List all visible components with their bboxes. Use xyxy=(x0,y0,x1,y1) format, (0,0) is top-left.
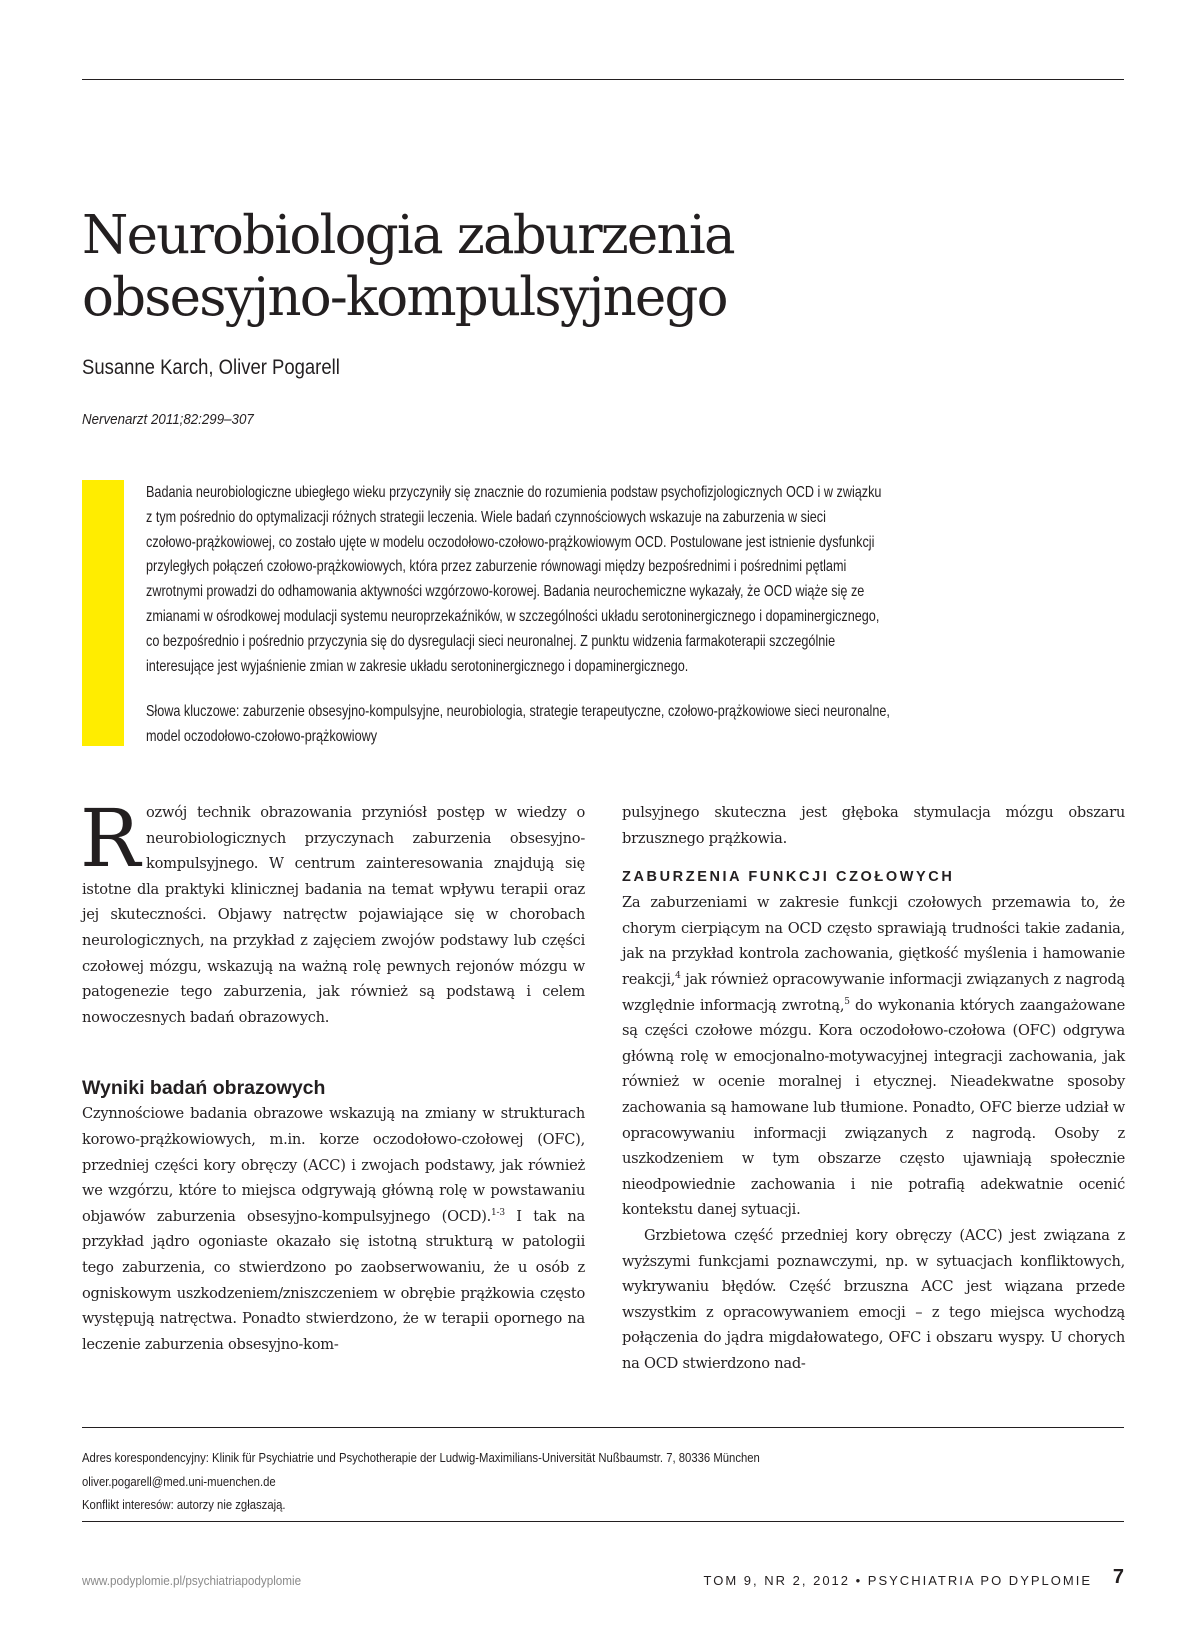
footer-url[interactable]: www.podyplomie.pl/psychiatriapodyplomie xyxy=(82,1573,302,1588)
intro-text: ozwój technik obrazowania przyniósł postęp w wiedzy o neurobiologicznych przyczynach zaburzenia obsesyjno-kompulsyjnego. W centrum zainteresowania znajdują się istotne dla praktyki klinicznej badania na temat wpływu terapii oraz jej skuteczności. Objawy natręctw pojawiające się w chorobach neurologicznych, na przykład z zajęciem zwojów podstawy lub części czołowej mózgu, wskazują na ważną rolę pewnych rejonów mózgu w patogenezie tego zaburzenia, jak również są podstawą i celem nowoczesnych badań obrazowych. xyxy=(82,804,585,1026)
keywords-label: Słowa kluczowe: xyxy=(146,703,240,721)
abstract-line: interesujące jest wyjaśnienie zmian w zakresie układu serotoninergicznego i dopaminergicznego. xyxy=(146,657,689,675)
abstract-line: z tym pośrednio do optymalizacji różnych strategii leczenia. Wiele badań czynnościowych wskazuje na zaburzenia w sieci xyxy=(146,508,826,526)
spacer xyxy=(82,1030,585,1075)
footer-journal: TOM 9, NR 2, 2012 • PSYCHIATRIA PO DYPLOMIE xyxy=(703,1573,1092,1588)
title-line-2: obsesyjno-kompulsyjnego xyxy=(82,267,727,328)
abstract-line: zwrotnymi prowadzi do odhamowania aktywności wzgórzowo-korowej. Badania neurochemiczne wykazały, że OCD wiąże się ze xyxy=(146,583,865,601)
section-frontal-text-b: jak również opracowywanie informacji związanych z nagrodą względnie informacją zwrotną, xyxy=(622,970,1125,1014)
intro-paragraph xyxy=(80,792,585,1030)
body-column-left xyxy=(80,792,585,1357)
abstract-line: czołowo-prążkowiowej, co zostało ujęte w modelu oczodołowo-czołowo-prążkowiowym OCD. Postulowane jest istnienie dysfunkcji xyxy=(146,533,875,551)
keywords xyxy=(146,700,946,725)
abstract-accent-bar xyxy=(82,480,124,746)
keywords-text: zaburzenie obsesyjno-kompulsyjne, neurobiologia, strategie terapeutyczne, czołowo-prążkowiowe sieci neuronalne, xyxy=(239,703,890,721)
conflict-of-interest: Konflikt interesów: autorzy nie zgłaszają. xyxy=(82,1497,286,1512)
reference-marker: 5 xyxy=(844,996,850,1007)
abstract xyxy=(146,481,946,750)
reference-marker: 4 xyxy=(675,971,681,982)
footnote-rule-top xyxy=(82,1427,1124,1428)
top-rule xyxy=(82,79,1124,80)
reference-marker: 1-3 xyxy=(491,1207,505,1218)
footnote-rule-bottom xyxy=(82,1521,1124,1522)
drop-cap: R xyxy=(80,792,140,885)
body-column-right xyxy=(622,800,1125,1376)
page-number: 7 xyxy=(1112,1566,1124,1588)
section-heading-frontal: ZABURZENIA FUNKCJI CZOŁOWYCH xyxy=(622,869,955,886)
abstract-line: Badania neurobiologiczne ubiegłego wieku przyczyniły się znacznie do rozumienia podstaw psychofizjologicznych OCD i w związku xyxy=(146,484,882,501)
correspondence-address: Adres korespondencyjny: Klinik für Psychiatrie und Psychotherapie der Ludwig-Maximilians-Universität Nußbaumstr. 7, 80336 München xyxy=(82,1450,760,1465)
section-heading-imaging: Wyniki badań obrazowych xyxy=(82,1077,326,1100)
section-imaging-paragraph xyxy=(82,1101,585,1357)
section-imaging-text-a: Czynnościowe badania obrazowe wskazują na zmiany w strukturach korowo-prążkowiowych, m.in. korze oczodołowo-czołowej (OFC), przedniej części kory obręczy (ACC) i zwojach podstawy, jak również we wzgórzu, które to miejsca odgrywają główną rolę w powstawaniu objawów zaburzenia obsesyjno-kompulsyjnego (OCD). xyxy=(82,1105,585,1225)
section-imaging-text-b: I tak na przykład jądro ogoniaste okazało się istotną strukturą w patologii tego zaburzenia, co stwierdzono po zaobserwowaniu, że u osób z ogniskowym uszkodzeniem/zniszczeniem w obrębie prążkowia często występują natręctwa. Ponadto stwierdzono, że w terapii opornego na leczenie zaburzenia obsesyjno-kom- xyxy=(82,1207,585,1353)
abstract-line: co bezpośrednio i pośrednio przyczynia się do dysregulacji sieci neuronalnej. Z punktu widzenia farmakoterapii szczególnie xyxy=(146,632,836,650)
abstract-line: zmianami w ośrodkowej modulacji systemu neuroprzekaźników, w szczególności układu serotoninergicznego i dopaminergicznego, xyxy=(146,607,880,625)
authors: Susanne Karch, Oliver Pogarell xyxy=(82,356,340,379)
continued-paragraph: pulsyjnego skuteczna jest głęboka stymulacja mózgu obszaru brzusznego prążkowia. xyxy=(622,804,1125,847)
keywords-continued: model oczodołowo-czołowo-prążkowiowy xyxy=(146,728,378,746)
section-frontal-paragraph-2: Grzbietowa część przedniej kory obręczy (ACC) jest związana z wyższymi funkcjami poznawczymi, np. w sytuacjach konfliktowych, wykrywaniu błędów. Część brzuszna ACC jest wiązana przede wszystkim z opracowywaniem emocji – z tego miejsca wychodzą połączenia do jądra migdałowatego, OFC i obszaru wyspy. U chorych na OCD stwierdzono nad- xyxy=(622,1226,1125,1372)
citation: Nervenarzt 2011;82:299–307 xyxy=(82,412,254,428)
spacer xyxy=(622,851,1125,864)
section-frontal-text-c: do wykonania których zaangażowane są części czołowe mózgu. Kora oczodołowo-czołowa (OFC) odgrywa główną rolę w emocjonalno-motywacyjnej integracji zachowania, jak również w ocenie moralnej i etycznej. Nieadekwatne sposoby zachowania są hamowane lub tłumione. Ponadto, OFC bierze udział w opracowywaniu informacji związanych z nagrodą. Osoby z uszkodzeniem w tym obszarze często ujawniają społecznie nieodpowiednie zachowania i nie potrafią adekwatnie ocenić kontekstu danej sytuacji. xyxy=(622,996,1125,1219)
title-line-1: Neurobiologia zaburzenia xyxy=(82,205,734,266)
section-frontal-paragraph xyxy=(622,890,1125,1223)
correspondence-email[interactable]: oliver.pogarell@med.uni-muenchen.de xyxy=(82,1473,276,1489)
section-frontal-text-a: Za zaburzeniami w zakresie funkcji czołowych przemawia to, że chorym cierpiącym na OCD często sprawiają trudności takie zadania, jak na przykład kontrola zachowania, giętkość myślenia i hamowanie reakcji, xyxy=(622,894,1125,988)
correspondence-notes xyxy=(82,1446,1017,1517)
abstract-line: przyległych połączeń czołowo-prążkowiowych, która przez zaburzenie równowagi między bezpośrednimi i pośrednimi pętlami xyxy=(146,558,847,576)
article-title xyxy=(82,205,982,329)
